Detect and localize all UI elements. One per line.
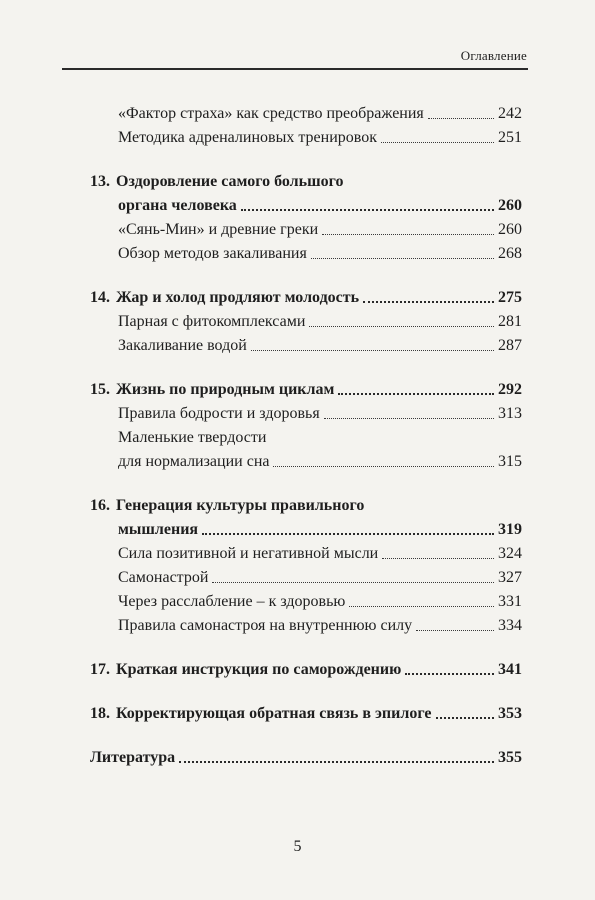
toc-page-number: 327: [498, 569, 522, 586]
toc-entry-title: для нормализации сна: [118, 453, 270, 470]
toc-entry-title: Маленькие твердости: [118, 429, 267, 446]
chapter-number: 18.: [90, 705, 110, 722]
toc-entry-title: Парная с фитокомплексами: [118, 313, 306, 330]
toc-page-number: 334: [498, 617, 522, 634]
chapter-number: 13.: [90, 173, 110, 190]
toc-gap: [90, 726, 522, 746]
page-number: 5: [293, 838, 302, 855]
dot-leader: [311, 258, 494, 259]
toc-section-entry: [90, 450, 522, 474]
toc-page-number: 251: [498, 129, 522, 146]
toc-chapter-entry: [90, 494, 522, 518]
dot-leader: [212, 582, 494, 583]
toc-page-number: 355: [498, 749, 522, 766]
toc-section-entry: [90, 242, 522, 266]
chapter-number: 16.: [90, 497, 110, 514]
dot-leader: [322, 234, 494, 235]
toc-chapter-entry: [90, 286, 522, 310]
chapter-number: 14.: [90, 289, 110, 306]
toc-page-number: 313: [498, 405, 522, 422]
dot-leader: [338, 393, 494, 395]
toc-entry-title: Корректирующая обратная связь в эпилоге: [116, 705, 432, 722]
dot-leader: [405, 673, 494, 675]
dot-leader: [179, 761, 494, 763]
toc-section-entry: [90, 310, 522, 334]
dot-leader: [241, 209, 494, 211]
toc-entry-title: Жар и холод продляют молодость: [116, 289, 360, 306]
table-of-contents: [90, 102, 522, 770]
header-rule: [62, 68, 528, 70]
toc-page-number: 315: [498, 453, 522, 470]
dot-leader: [324, 418, 494, 419]
toc-chapter-entry: [90, 518, 522, 542]
running-header: Оглавление: [460, 48, 527, 63]
toc-page-number: 324: [498, 545, 522, 562]
dot-leader: [382, 558, 494, 559]
toc-chapter-entry: [90, 658, 522, 682]
toc-page-number: 353: [498, 705, 522, 722]
toc-chapter-entry: [90, 170, 522, 194]
dot-leader: [349, 606, 494, 607]
dot-leader: [428, 118, 494, 119]
toc-chapter-entry: [90, 746, 522, 770]
toc-gap: [90, 682, 522, 702]
toc-entry-title: Правила самонастроя на внутреннюю силу: [118, 617, 413, 634]
dot-leader: [363, 301, 494, 303]
toc-section-entry: [90, 566, 522, 590]
toc-entry-title: органа человека: [118, 197, 237, 214]
toc-section-entry: [90, 102, 522, 126]
toc-chapter-entry: [90, 378, 522, 402]
toc-entry-title: Генерация культуры правильного: [116, 497, 365, 514]
toc-entry-title: Сила позитивной и негативной мысли: [118, 545, 379, 562]
toc-entry-title: Правила бодрости и здоровья: [118, 405, 320, 422]
dot-leader: [416, 630, 494, 631]
toc-page-number: 287: [498, 337, 522, 354]
toc-gap: [90, 638, 522, 658]
toc-section-entry: [90, 218, 522, 242]
toc-entry-title: Оздоровление самого большого: [116, 173, 344, 190]
dot-leader: [251, 350, 494, 351]
toc-section-entry: [90, 334, 522, 358]
dot-leader: [273, 466, 494, 467]
toc-entry-title: мышления: [118, 521, 199, 538]
toc-page-number: 341: [498, 661, 522, 678]
toc-entry-title: «Сянь-Мин» и древние греки: [118, 221, 319, 238]
dot-leader: [309, 326, 494, 327]
toc-chapter-entry: [90, 702, 522, 726]
toc-chapter-entry: [90, 194, 522, 218]
toc-page-number: 242: [498, 105, 522, 122]
toc-entry-title: Самонастрой: [118, 569, 209, 586]
chapter-number: 15.: [90, 381, 110, 398]
toc-entry-title: «Фактор страха» как средство преображения: [118, 105, 424, 122]
toc-gap: [90, 358, 522, 378]
toc-page-number: 292: [498, 381, 522, 398]
toc-page-number: 275: [498, 289, 522, 306]
toc-entry-title: Жизнь по природным циклам: [116, 381, 335, 398]
chapter-number: 17.: [90, 661, 110, 678]
toc-entry-title: Обзор методов закаливания: [118, 245, 307, 262]
toc-page-number: 260: [498, 221, 522, 238]
dot-leader: [381, 142, 494, 143]
toc-entry-title: Литература: [90, 749, 176, 766]
toc-entry-title: Через расслабление – к здоровью: [118, 593, 346, 610]
toc-section-entry: [90, 542, 522, 566]
toc-section-entry: [90, 126, 522, 150]
toc-gap: [90, 266, 522, 286]
toc-page-number: 268: [498, 245, 522, 262]
toc-section-entry: [90, 590, 522, 614]
toc-entry-title: Краткая инструкция по саморождению: [116, 661, 402, 678]
toc-entry-title: Методика адреналиновых тренировок: [118, 129, 377, 146]
toc-gap: [90, 150, 522, 170]
toc-section-entry: [90, 426, 522, 450]
toc-section-entry: [90, 402, 522, 426]
toc-page-number: 260: [498, 197, 522, 214]
dot-leader: [202, 533, 494, 535]
toc-page-number: 281: [498, 313, 522, 330]
toc-page-number: 319: [498, 521, 522, 538]
toc-gap: [90, 474, 522, 494]
toc-entry-title: Закаливание водой: [118, 337, 247, 354]
toc-page-number: 331: [498, 593, 522, 610]
dot-leader: [436, 717, 495, 719]
toc-section-entry: [90, 614, 522, 638]
